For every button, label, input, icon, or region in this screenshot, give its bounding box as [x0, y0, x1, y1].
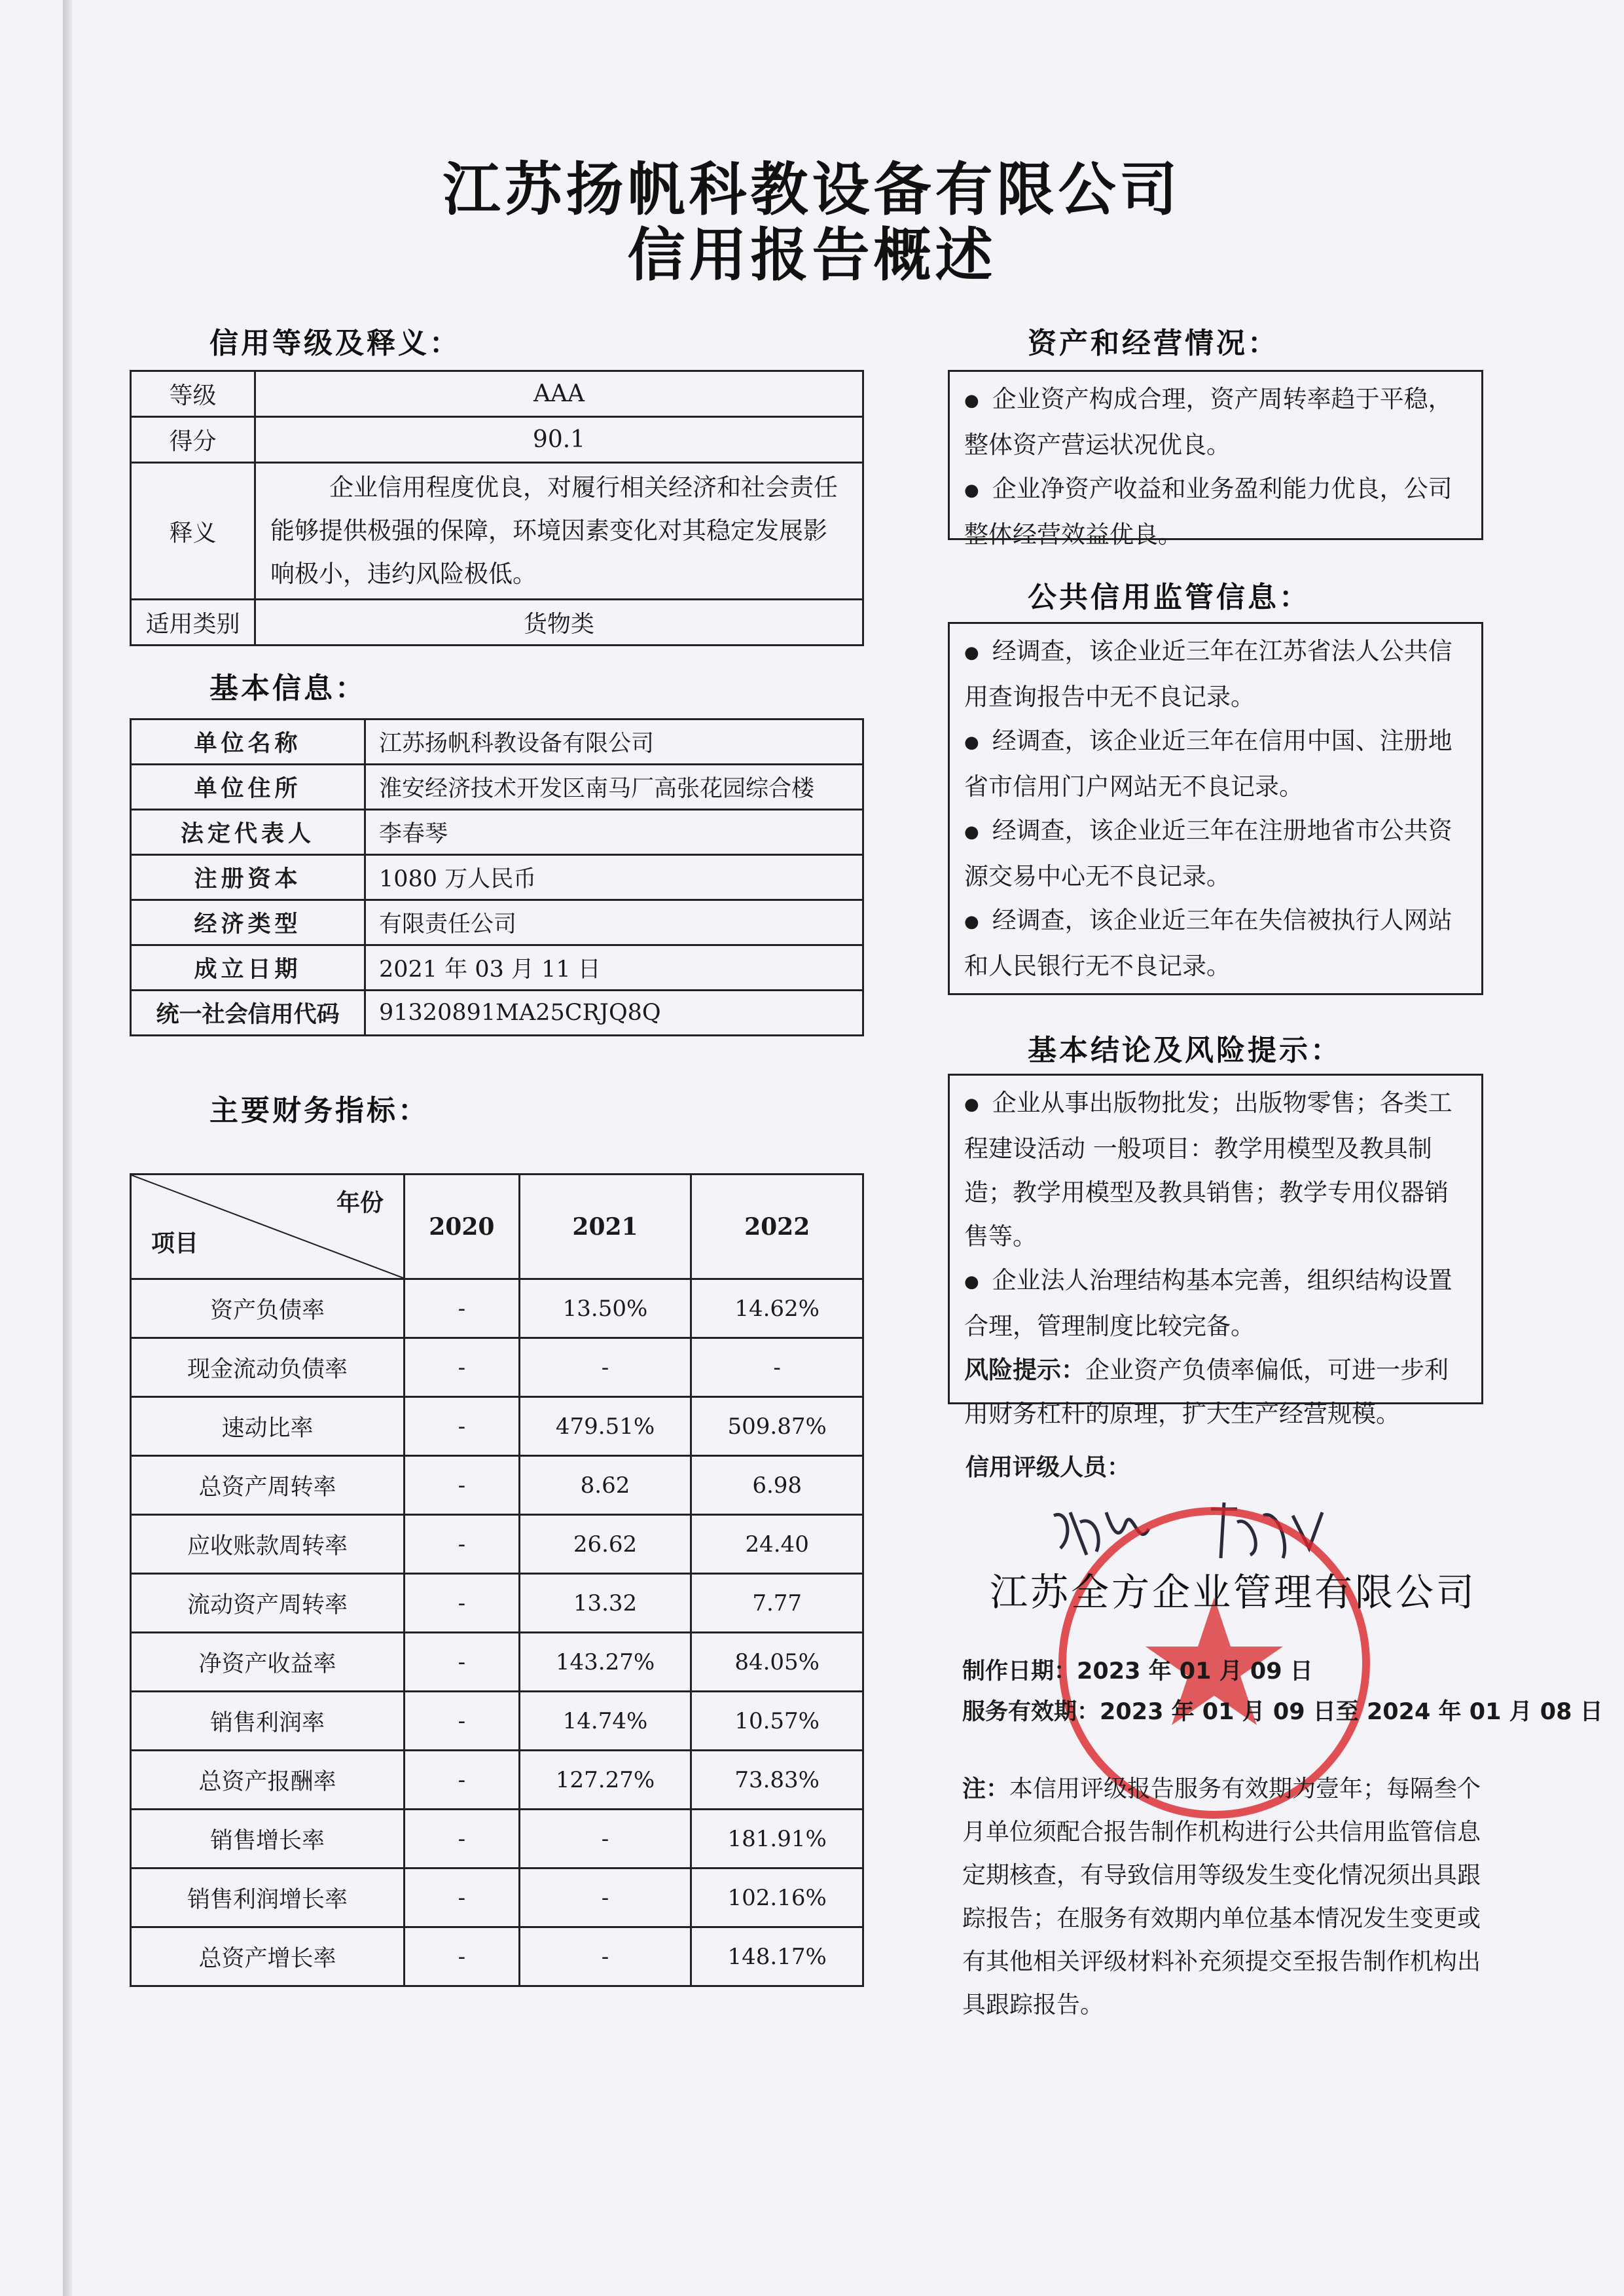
indicator-name: 速动比率	[131, 1397, 405, 1456]
note-text: 本信用评级报告服务有效期为壹年；每隔叁个月单位须配合报告制作机构进行公共信用监管信息定期核查，有导致信用等级发生变化情况须出具跟踪报告；在服务有效期内单位基本情况发生变更或有其他相关评级材料补充须提交至报告制作机构出具跟踪报告。	[962, 1776, 1481, 2018]
indicator-name: 销售利润增长率	[131, 1868, 405, 1927]
table-row	[131, 1810, 863, 1868]
indicator-value: -	[405, 1397, 520, 1456]
indicator-value: -	[405, 1574, 520, 1633]
table-row	[131, 1279, 863, 1338]
public-credit-box	[948, 622, 1483, 995]
list-item	[964, 1081, 1467, 1258]
year-header: 2021	[519, 1175, 691, 1279]
list-item	[964, 809, 1467, 898]
indicator-name: 总资产增长率	[131, 1927, 405, 1986]
table-row	[131, 1692, 863, 1751]
grade-value: AAA	[255, 371, 863, 417]
indicator-value: 14.62%	[691, 1279, 863, 1338]
indicator-value: -	[405, 1868, 520, 1927]
table-row	[131, 371, 863, 417]
assets-item-text: 企业净资产收益和业务盈利能力优良，公司整体经营效益优良。	[964, 475, 1453, 549]
table-row	[131, 1456, 863, 1515]
bullet-icon: ●	[964, 1272, 979, 1292]
public-credit-item-text: 经调查，该企业近三年在信用中国、注册地省市信用门户网站无不良记录。	[964, 727, 1453, 801]
indicator-value: 509.87%	[691, 1397, 863, 1456]
indicator-value: -	[691, 1338, 863, 1397]
list-item	[964, 1258, 1467, 1348]
indicator-value: 24.40	[691, 1515, 863, 1574]
list-item	[964, 467, 1467, 556]
indicator-value: 7.77	[691, 1574, 863, 1633]
basic-value: 淮安经济技术开发区南马厂高张花园综合楼	[365, 765, 863, 810]
indicator-value: -	[519, 1927, 691, 1986]
list-item	[964, 719, 1467, 809]
year-header: 2020	[405, 1175, 520, 1279]
assets-box	[948, 370, 1483, 549]
basic-label: 单位名称	[131, 720, 365, 765]
basic-value: 1080 万人民币	[365, 855, 863, 900]
bullet-icon: ●	[964, 1095, 979, 1114]
bullet-icon: ●	[964, 822, 979, 842]
header-year-label: 年份	[336, 1190, 384, 1216]
risk-text: 企业资产负债率偏低，可进一步利用财务杠杆的原理，扩大生产经营规模。	[964, 1356, 1449, 1428]
basic-value: 江苏扬帆科教设备有限公司	[365, 720, 863, 765]
list-item	[964, 898, 1467, 988]
indicator-value: -	[405, 1338, 520, 1397]
table-row	[131, 720, 863, 765]
indicator-name: 总资产周转率	[131, 1456, 405, 1515]
issue-date-label: 制作日期：	[962, 1658, 1077, 1685]
interpretation-value: 企业信用程度优良，对履行相关经济和社会责任能够提供极强的保障，环境因素变化对其稳定发展影响极小，违约风险极低。	[255, 463, 863, 600]
basic-label: 注册资本	[131, 855, 365, 900]
indicator-value: 148.17%	[691, 1927, 863, 1986]
table-row	[131, 463, 863, 600]
table-row	[131, 945, 863, 991]
indicator-value: 84.05%	[691, 1633, 863, 1692]
basic-label: 成立日期	[131, 945, 365, 991]
report-title-subtitle: 信用报告概述	[627, 221, 997, 289]
table-row	[131, 1633, 863, 1692]
basic-label: 法定代表人	[131, 810, 365, 855]
assets-heading: 资产和经营情况：	[1028, 327, 1279, 360]
list-item	[964, 629, 1467, 719]
indicator-value: 13.50%	[519, 1279, 691, 1338]
indicator-value: -	[405, 1515, 520, 1574]
public-credit-item-text: 经调查，该企业近三年在失信被执行人网站和人民银行无不良记录。	[964, 906, 1453, 980]
basic-label: 经济类型	[131, 900, 365, 945]
table-row	[131, 1927, 863, 1986]
score-label: 得分	[131, 417, 255, 463]
note-label: 注：	[962, 1776, 1010, 1802]
indicator-name: 总资产报酬率	[131, 1751, 405, 1810]
table-row	[131, 417, 863, 463]
grade-label: 等级	[131, 371, 255, 417]
indicator-value: 14.74%	[519, 1692, 691, 1751]
basic-label: 单位住所	[131, 765, 365, 810]
financial-header-corner	[131, 1175, 405, 1279]
indicator-name: 销售增长率	[131, 1810, 405, 1868]
table-row	[131, 1751, 863, 1810]
conclusion-box	[948, 1074, 1483, 1428]
basic-value: 李春琴	[365, 810, 863, 855]
indicator-value: 143.27%	[519, 1633, 691, 1692]
footnote	[962, 1768, 1486, 2027]
conclusion-item-text: 企业法人治理结构基本完善，组织结构设置合理，管理制度比较完备。	[964, 1266, 1453, 1340]
risk-note	[964, 1348, 1467, 1436]
table-row	[131, 900, 863, 945]
page-binding-edge	[63, 0, 72, 2296]
indicator-name: 流动资产周转率	[131, 1574, 405, 1633]
category-label: 适用类别	[131, 600, 255, 646]
assets-item-text: 企业资产构成合理，资产周转率趋于平稳，整体资产营运状况优良。	[964, 385, 1453, 459]
conclusion-item-text: 企业从事出版物批发；出版物零售；各类工程建设活动 一般项目：教学用模型及教具制造；教学用模型及教具销售；教学专用仪器销售等。	[964, 1089, 1453, 1250]
score-value: 90.1	[255, 417, 863, 463]
bullet-icon: ●	[964, 733, 979, 752]
indicator-value: 10.57%	[691, 1692, 863, 1751]
bullet-icon: ●	[964, 391, 979, 410]
table-row	[131, 1338, 863, 1397]
indicator-name: 销售利润率	[131, 1692, 405, 1751]
risk-label: 风险提示：	[964, 1356, 1085, 1384]
financial-table	[130, 1173, 864, 1987]
validity-period	[962, 1694, 1603, 1726]
rater-label: 信用评级人员：	[965, 1454, 1131, 1481]
table-header-row	[131, 1175, 863, 1279]
bullet-icon: ●	[964, 643, 979, 663]
indicator-value: -	[405, 1751, 520, 1810]
public-credit-item-text: 经调查，该企业近三年在江苏省法人公共信用查询报告中无不良记录。	[964, 637, 1453, 711]
table-row	[131, 1397, 863, 1456]
indicator-name: 净资产收益率	[131, 1633, 405, 1692]
indicator-value: -	[405, 1456, 520, 1515]
basic-value: 2021 年 03 月 11 日	[365, 945, 863, 991]
indicator-value: 479.51%	[519, 1397, 691, 1456]
bullet-icon: ●	[964, 912, 979, 932]
issue-date-value: 2023 年 01 月 09 日	[1077, 1658, 1313, 1685]
indicator-value: 26.62	[519, 1515, 691, 1574]
table-row	[131, 810, 863, 855]
indicator-value: -	[405, 1279, 520, 1338]
basic-info-heading: 基本信息：	[209, 672, 367, 705]
indicator-value: 6.98	[691, 1456, 863, 1515]
table-row	[131, 855, 863, 900]
indicator-value: -	[405, 1633, 520, 1692]
list-item	[964, 377, 1467, 467]
financial-heading: 主要财务指标：	[209, 1094, 429, 1127]
indicator-value: 102.16%	[691, 1868, 863, 1927]
credit-grade-table	[130, 370, 864, 646]
indicator-value: -	[519, 1810, 691, 1868]
issue-date	[962, 1653, 1313, 1686]
validity-label: 服务有效期：	[962, 1699, 1100, 1725]
category-value: 货物类	[255, 600, 863, 646]
table-row	[131, 1515, 863, 1574]
table-row	[131, 600, 863, 646]
basic-info-table	[130, 718, 864, 1036]
bullet-icon: ●	[964, 481, 979, 500]
indicator-value: -	[405, 1927, 520, 1986]
public-credit-heading: 公共信用监管信息：	[1028, 581, 1310, 614]
basic-value: 91320891MA25CRJQ8Q	[365, 991, 863, 1036]
interpretation-label: 释义	[131, 463, 255, 600]
validity-value: 2023 年 01 月 09 日至 2024 年 01 月 08 日	[1100, 1699, 1603, 1725]
table-row	[131, 991, 863, 1036]
indicator-value: 73.83%	[691, 1751, 863, 1810]
table-row	[131, 765, 863, 810]
rating-agency-name: 江苏全方企业管理有限公司	[990, 1570, 1477, 1614]
credit-grade-heading: 信用等级及释义：	[209, 327, 461, 360]
report-title-company: 江苏扬帆科教设备有限公司	[442, 156, 1182, 223]
header-item-label: 项目	[151, 1230, 199, 1257]
indicator-value: -	[405, 1692, 520, 1751]
indicator-name: 应收账款周转率	[131, 1515, 405, 1574]
indicator-value: 181.91%	[691, 1810, 863, 1868]
indicator-value: -	[519, 1338, 691, 1397]
table-row	[131, 1868, 863, 1927]
indicator-value: -	[519, 1868, 691, 1927]
indicator-value: 127.27%	[519, 1751, 691, 1810]
basic-label: 统一社会信用代码	[131, 991, 365, 1036]
table-row	[131, 1574, 863, 1633]
indicator-value: 13.32	[519, 1574, 691, 1633]
public-credit-item-text: 经调查，该企业近三年在注册地省市公共资源交易中心无不良记录。	[964, 816, 1453, 890]
basic-value: 有限责任公司	[365, 900, 863, 945]
indicator-value: -	[405, 1810, 520, 1868]
indicator-name: 现金流动负债率	[131, 1338, 405, 1397]
conclusion-heading: 基本结论及风险提示：	[1028, 1034, 1342, 1067]
indicator-value: 8.62	[519, 1456, 691, 1515]
indicator-name: 资产负债率	[131, 1279, 405, 1338]
year-header: 2022	[691, 1175, 863, 1279]
